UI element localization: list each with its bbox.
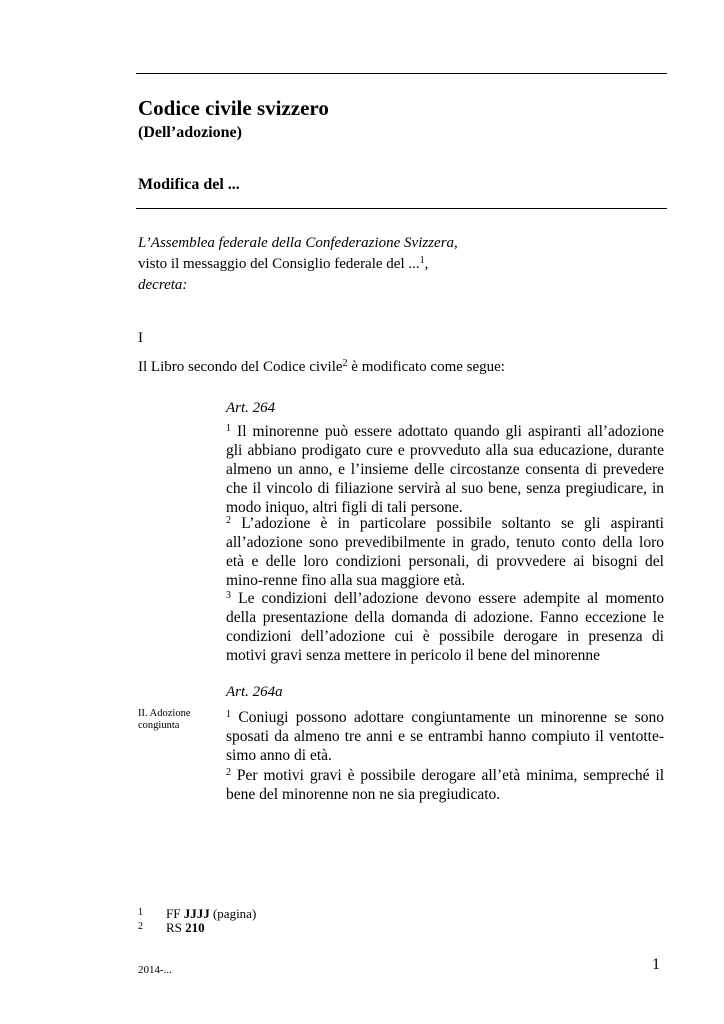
para-number: 1: [226, 423, 231, 434]
section-intro-end: è modificato come segue:: [347, 359, 505, 375]
section-numeral: I: [138, 330, 143, 346]
para-number: 2: [226, 767, 231, 778]
footnote-pre: FF: [166, 906, 184, 921]
article-264-para-3: [226, 589, 664, 665]
footnote-number: 2: [138, 921, 143, 932]
page-number: 1: [652, 956, 660, 973]
top-rule: [136, 73, 667, 74]
footnote-bold: JJJJ: [183, 906, 210, 921]
para-text: Per motivi gravi è possibile derogare all’età minima, sempreché il bene del minorenne non ne sia pregiudicato.: [226, 767, 664, 803]
modification-line: Modifica del ...: [138, 176, 240, 193]
article-264a-para-1: [226, 708, 664, 765]
footnote-pre: RS: [166, 920, 186, 935]
document-title: Codice civile svizzero: [138, 96, 329, 120]
preamble-decree: decreta:: [138, 277, 188, 293]
para-text: Coniugi possono adottare congiuntamente un minorenne se sono sposati da almeno tre anni e se entrambi hanno compiuto il ventotte-simo anno di età.: [226, 709, 664, 764]
margin-note: II. Adozione congiunta: [138, 708, 191, 731]
preamble-message: [138, 254, 428, 275]
footnote-bold: 210: [185, 920, 205, 935]
section-intro-text: Il Libro secondo del Codice civile: [138, 359, 343, 375]
footnote-ref-2[interactable]: 2: [342, 358, 348, 369]
para-text: Il minorenne può essere adottato quando gli aspiranti all’adozione gli abbiano prodigato cure e provveduto alla sua educazione, durante almeno un anno, e l’insieme delle circostanze consenta di prevedere che il vincolo di filiazione servirà al suo bene, senza pregiudicare, in modo iniquo, altri figli di tali persone.: [226, 423, 664, 516]
preamble-assembly: L’Assemblea federale della Confederazione Svizzera,: [138, 235, 458, 251]
para-text: L’adozione è in particolare possibile soltanto se gli aspiranti all’adozione sono prevedibilmente in grado, tenuto conto della loro età e delle loro condizioni personali, di provvedere ai bisogni del mino-renne fino alla sua maggiore età.: [226, 515, 664, 589]
article-264a-title: Art. 264a: [226, 684, 283, 700]
footnote-number: 1: [138, 907, 143, 918]
section-intro: [138, 357, 505, 378]
footnote-2: [138, 920, 205, 934]
preamble-message-text: visto il messaggio del Consiglio federale del ...: [138, 256, 420, 272]
article-264-para-2: [226, 514, 664, 590]
footnote-1: [138, 906, 256, 920]
para-text: Le condizioni dell’adozione devono essere adempite al momento della presentazione della domanda di adozione. Fanno eccezione le condizioni dell’adozione cui è possibile derogare in presenza di motivi gravi senza mettere in pericolo il bene del minorenne: [226, 590, 664, 664]
footnote-ref-1[interactable]: 1: [419, 255, 425, 266]
para-number: 2: [226, 515, 231, 526]
document-subtitle: (Dell’adozione): [138, 124, 242, 141]
para-number: 1: [226, 709, 231, 720]
footnote-post: (pagina): [209, 906, 257, 921]
preamble-message-end: ,: [424, 256, 429, 272]
article-264-title: Art. 264: [226, 400, 276, 416]
article-264-para-1: [226, 422, 664, 517]
document-code: 2014-...: [138, 964, 172, 976]
header-bottom-rule: [136, 208, 667, 209]
para-number: 3: [226, 590, 231, 601]
article-264a-para-2: [226, 766, 664, 804]
